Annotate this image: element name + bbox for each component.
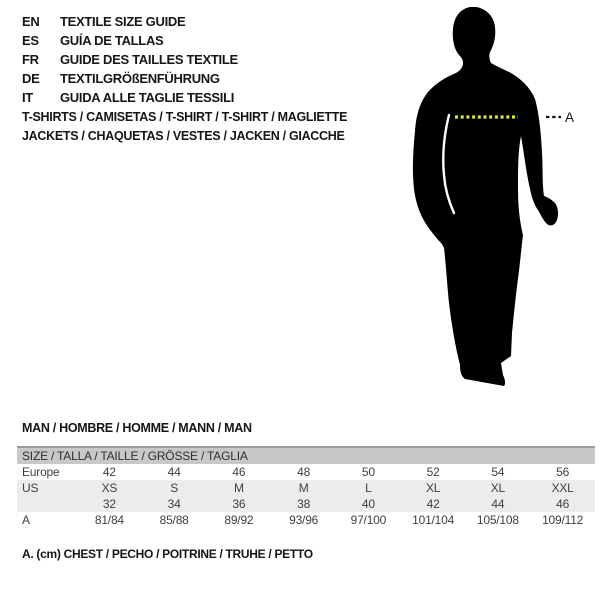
language-code: ES bbox=[22, 33, 39, 48]
size-cell: 38 bbox=[297, 497, 311, 511]
language-text: GUÍA DE TALLAS bbox=[60, 33, 164, 48]
size-cell: 101/104 bbox=[412, 513, 455, 527]
row-label: US bbox=[22, 481, 39, 495]
size-cell: 46 bbox=[232, 465, 246, 479]
size-cell: 54 bbox=[491, 465, 505, 479]
man-silhouette-figure bbox=[408, 3, 578, 398]
language-text: TEXTILE SIZE GUIDE bbox=[60, 14, 186, 29]
language-code: IT bbox=[22, 90, 33, 105]
size-cell: 42 bbox=[102, 465, 116, 479]
man-silhouette bbox=[413, 7, 558, 386]
size-cell: 48 bbox=[297, 465, 311, 479]
size-cell: 93/96 bbox=[289, 513, 319, 527]
size-cell: 42 bbox=[426, 497, 440, 511]
size-table-header: SIZE / TALLA / TAILLE / GRÖSSE / TAGLIA bbox=[17, 446, 595, 464]
language-row-de bbox=[22, 69, 238, 88]
row-label: A bbox=[22, 513, 30, 527]
table-row-us-numeric bbox=[17, 496, 595, 512]
language-code: EN bbox=[22, 14, 40, 29]
language-row-it bbox=[22, 88, 238, 107]
row-label bbox=[17, 496, 77, 512]
section-title-man: MAN / HOMBRE / HOMME / MANN / MAN bbox=[22, 421, 252, 435]
size-cell: 46 bbox=[556, 497, 570, 511]
size-cell: 85/88 bbox=[159, 513, 189, 527]
size-cell: 32 bbox=[102, 497, 116, 511]
size-cell: XS bbox=[101, 481, 118, 495]
table-row-chest-a bbox=[17, 512, 595, 528]
size-cell: 36 bbox=[232, 497, 246, 511]
size-cell: XL bbox=[490, 481, 506, 495]
size-cell: 89/92 bbox=[224, 513, 254, 527]
language-row-fr bbox=[22, 50, 238, 69]
size-cell: XXL bbox=[551, 481, 574, 495]
measure-label-a: A bbox=[565, 110, 575, 125]
size-cell: 81/84 bbox=[94, 513, 124, 527]
size-cell: 44 bbox=[491, 497, 505, 511]
language-row-es bbox=[22, 31, 238, 50]
size-cell: 109/112 bbox=[542, 513, 584, 527]
size-cell: 44 bbox=[167, 465, 181, 479]
size-cell: M bbox=[298, 481, 309, 495]
category-lines bbox=[22, 110, 347, 148]
language-code: FR bbox=[22, 52, 39, 67]
size-table bbox=[17, 446, 595, 528]
size-cell: 56 bbox=[556, 465, 570, 479]
size-cell: 97/100 bbox=[350, 513, 387, 527]
row-label: Europe bbox=[22, 465, 60, 479]
size-cell: 105/108 bbox=[476, 513, 519, 527]
language-text: TEXTILGRÖßENFÜHRUNG bbox=[60, 71, 220, 86]
language-row-en bbox=[22, 12, 238, 31]
size-cell: 40 bbox=[361, 497, 375, 511]
table-row-europe bbox=[17, 464, 595, 480]
category-tshirts: T-SHIRTS / CAMISETAS / T-SHIRT / T-SHIRT / MAGLIETTE bbox=[22, 110, 348, 124]
chest-footnote: A. (cm) CHEST / PECHO / POITRINE / TRUHE / PETTO bbox=[22, 547, 313, 561]
size-cell: S bbox=[170, 481, 179, 495]
language-list bbox=[22, 12, 238, 107]
size-cell: 50 bbox=[361, 465, 375, 479]
category-jackets: JACKETS / CHAQUETAS / VESTES / JACKEN / GIACCHE bbox=[22, 129, 345, 143]
size-cell: M bbox=[233, 481, 244, 495]
language-code: DE bbox=[22, 71, 40, 86]
language-text: GUIDA ALLE TAGLIE TESSILI bbox=[60, 90, 235, 105]
man-silhouette-svg bbox=[408, 3, 578, 398]
language-text: GUIDE DES TAILLES TEXTILE bbox=[60, 52, 238, 67]
size-cell: XL bbox=[425, 481, 441, 495]
size-cell: L bbox=[365, 481, 372, 495]
table-row-us bbox=[17, 480, 595, 496]
size-cell: 52 bbox=[426, 465, 440, 479]
size-cell: 34 bbox=[167, 497, 181, 511]
